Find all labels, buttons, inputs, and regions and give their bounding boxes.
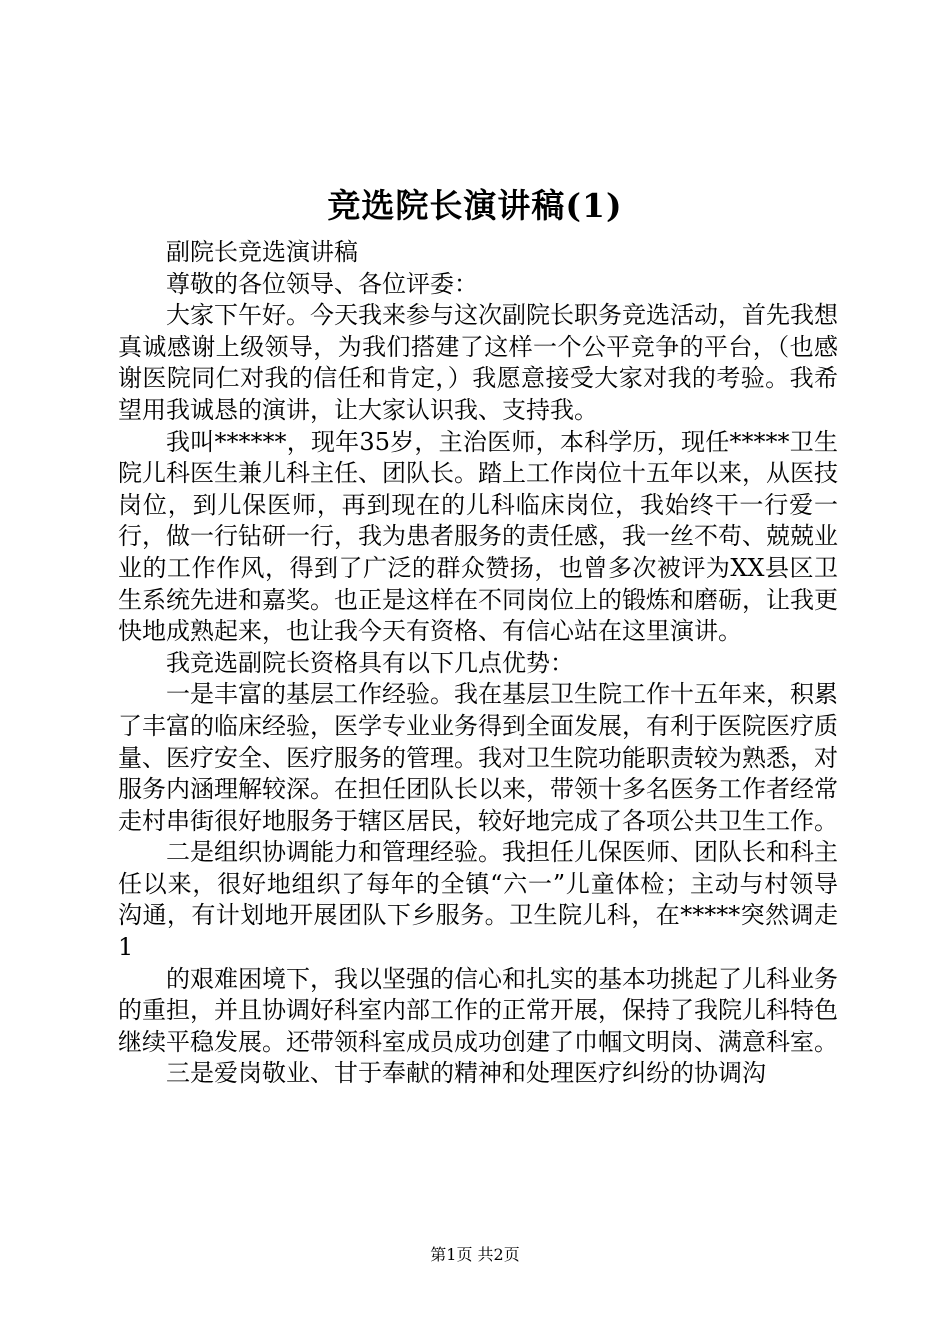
document-body (118, 237, 838, 1090)
paragraph-advantages-intro: 我竞选副院长资格具有以下几点优势： (166, 648, 574, 677)
paragraph-advantage-one: 一是丰富的基层工作经验。我在基层卫生院工作十五年来，积累了丰富的临床经验，医学专业业务得到全面发展，有利于医院医疗质量、医疗安全、医疗服务的管理。我对卫生院功能职责较为熟悉，对服务内涵理解较深。在担任团队长以来，带领十多名医务工作者经常走村串街很好地服务于辖区居民，较好地完成了各项公共卫生工作。 (118, 680, 838, 835)
paragraph-introduction: 我叫******，现年35岁，主治医师，本科学历，现任*****卫生院儿科医生兼儿科主任、团队长。踏上工作岗位十五年以来，从医技岗位，到儿保医师，再到现在的儿科临床岗位，我始终干一行爱一行，做一行钻研一行，我为患者服务的责任感，我一丝不苟、兢兢业业的工作作风，得到了广泛的群众赞扬，也曾多次被评为XX县区卫生系统先进和嘉奖。也正是这样在不同岗位上的锻炼和磨砺，让我更快地成熟起来，也让我今天有资格、有信心站在这里演讲。 (118, 427, 838, 646)
paragraph-salutation: 尊敬的各位领导、各位评委： (166, 269, 478, 298)
paragraph-advantage-two-continued: 的艰难困境下，我以坚强的信心和扎实的基本功挑起了儿科业务的重担，并且协调好科室内部工作的正常开展，保持了我院儿科特色继续平稳发展。还带领科室成员成功创建了巾帼文明岗、满意科室。 (118, 964, 838, 1056)
paragraph-advantage-two: 二是组织协调能力和管理经验。我担任儿保医师、团队长和科主任以来，很好地组织了每年的全镇“六一”儿童体检；主动与村领导沟通，有计划地开展团队下乡服务。卫生院儿科，在*****突然调走1 (118, 838, 838, 962)
paragraph-advantage-three: 三是爱岗敬业、甘于奉献的精神和处理医疗纠纷的协调沟 (166, 1059, 766, 1088)
paragraph-subtitle: 副院长竞选演讲稿 (166, 238, 358, 266)
document-title: 竞选院长演讲稿(1) (327, 186, 623, 225)
page-footer: 第1页 共2页 (430, 1245, 520, 1264)
paragraph-greeting: 大家下午好。今天我来参与这次副院长职务竞选活动，首先我想真诚感谢上级领导，为我们搭建了这样一个公平竞争的平台，（也感谢医院同仁对我的信任和肯定，）我愿意接受大家对我的考验。我希望用我诚恳的演讲，让大家认识我、支持我。 (118, 301, 838, 424)
